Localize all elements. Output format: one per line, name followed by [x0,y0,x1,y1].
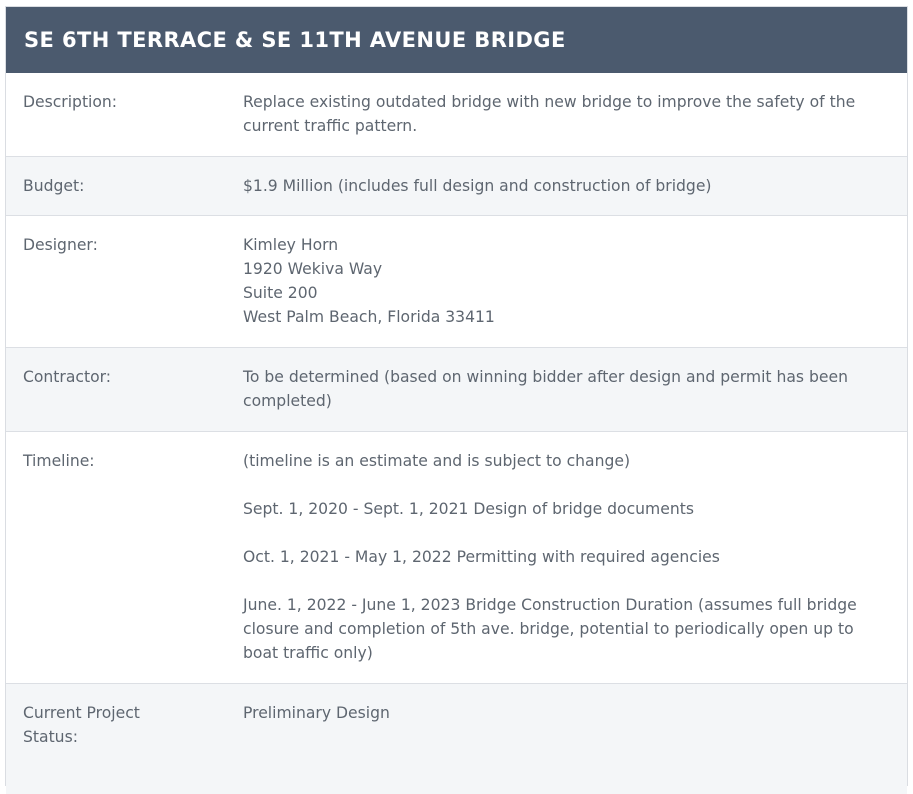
status-row [6,684,907,794]
contractor-row [6,348,907,432]
designer-label: Designer: [23,236,98,254]
timeline-design-phase: Sept. 1, 2020 - Sept. 1, 2021 Design of bridge documents [243,500,694,518]
timeline-label: Timeline: [23,452,95,470]
designer-suite: Suite 200 [243,284,318,302]
status-label [6,701,243,794]
status-label-line-1: Current Project [23,704,140,722]
project-info-card [5,6,908,786]
timeline-row [6,432,907,684]
budget-row [6,157,907,216]
designer-city: West Palm Beach, Florida 33411 [243,308,495,326]
description-value: Replace existing outdated bridge with new bridge to improve the safety of the current traffic pattern. [243,93,856,135]
contractor-label: Contractor: [23,368,112,386]
budget-label: Budget: [23,177,85,195]
timeline-entries [243,449,907,683]
designer-name: Kimley Horn [243,236,339,254]
description-label: Description: [23,93,118,111]
contractor-value: To be determined (based on winning bidder after design and permit has been completed) [243,368,848,410]
description-row [6,73,907,157]
designer-row [6,216,907,348]
timeline-note: (timeline is an estimate and is subject to change) [243,452,631,470]
designer-address [243,233,907,347]
status-value: Preliminary Design [243,704,390,722]
timeline-permitting-phase: Oct. 1, 2021 - May 1, 2022 Permitting with required agencies [243,548,720,566]
budget-value: $1.9 Million (includes full design and construction of bridge) [243,177,712,195]
project-title: SE 6TH TERRACE & SE 11TH AVENUE BRIDGE [24,28,566,52]
project-header [6,7,907,73]
timeline-construction-phase: June. 1, 2022 - June 1, 2023 Bridge Construction Duration (assumes full bridge closure and completion of 5th ave. bridge, potential to periodically open up to boat traffic only) [243,596,857,662]
status-label-line-2: Status: [23,728,78,746]
designer-street: 1920 Wekiva Way [243,260,383,278]
